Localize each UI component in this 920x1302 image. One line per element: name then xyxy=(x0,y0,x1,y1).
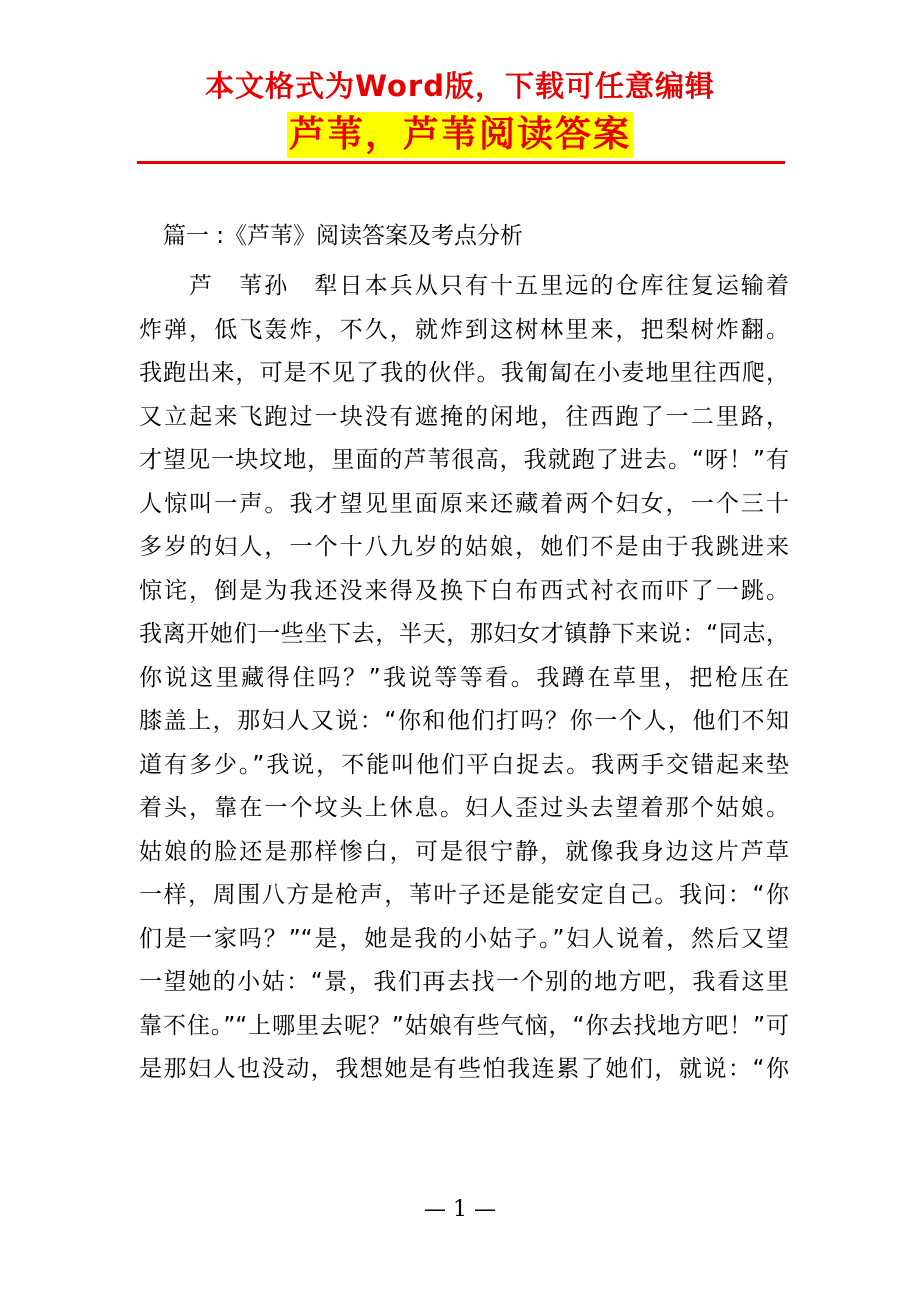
title-divider xyxy=(137,161,785,164)
title-container xyxy=(0,112,920,158)
document-title: 芦苇，芦苇阅读答案 xyxy=(287,112,633,158)
body-line: 又立起来飞跑过一块没有遮掩的闲地，往西跑了一二里路， xyxy=(139,403,789,430)
body-line: 我跑出来，可是不见了我的伙伴。我匍匐在小麦地里往西爬， xyxy=(139,360,789,386)
body-line: 芦 苇孙 犁日本兵从只有十五里远的仓库往复运输着 xyxy=(189,273,789,299)
body-line: 膝盖上，那妇人又说：“你和他们打吗？你一个人，他们不知 xyxy=(139,708,789,734)
page-number: — 1 — xyxy=(424,1197,496,1222)
body-line: 们是一家吗？”“是，她是我的小姑子。”妇人说着，然后又望 xyxy=(139,925,789,952)
body-line: 才望见一块坟地，里面的芦苇很高，我就跑了进去。“呀！”有 xyxy=(139,447,789,473)
body-line: 你说这里藏得住吗？”我说等等看。我蹲在草里，把枪压在 xyxy=(139,664,789,691)
body-line: 惊诧，倒是为我还没来得及换下白布西式衬衣而吓了一跳。 xyxy=(139,577,789,604)
body-line: 姑娘的脸还是那样惨白，可是很宁静，就像我身边这片芦草 xyxy=(139,838,789,865)
body-line: 一样，周围八方是枪声，苇叶子还是能安定自己。我问：“你 xyxy=(139,882,789,908)
body-line: 道有多少。”我说，不能叫他们平白捉去。我两手交错起来垫 xyxy=(139,751,789,778)
article-body xyxy=(139,265,789,1092)
body-line: 着头，靠在一个坟头上休息。妇人歪过头去望着那个姑娘。 xyxy=(139,795,789,821)
body-line: 靠不住。”“上哪里去呢？”姑娘有些气恼，“你去找地方吧！”可 xyxy=(139,1012,789,1039)
body-line: 多岁的妇人，一个十八九岁的姑娘，她们不是由于我跳进来 xyxy=(139,534,789,560)
body-line: 人惊叫一声。我才望见里面原来还藏着两个妇女，一个三十 xyxy=(139,490,789,517)
format-notice: 本文格式为Word版，下载可任意编辑 xyxy=(205,69,715,103)
section-subtitle: 篇一 :《芦苇》阅读答案及考点分析 xyxy=(163,223,524,249)
body-line: 我离开她们一些坐下去，半天，那妇女才镇静下来说：“同志， xyxy=(139,621,789,647)
body-line: 是那妇人也没动，我想她是有些怕我连累了她们，就说：“你 xyxy=(139,1056,789,1082)
body-line: 炸弹，低飞轰炸，不久，就炸到这树林里来，把梨树炸翻。 xyxy=(139,316,789,343)
body-line: 一望她的小姑：“景，我们再去找一个别的地方吧，我看这里 xyxy=(139,969,789,995)
